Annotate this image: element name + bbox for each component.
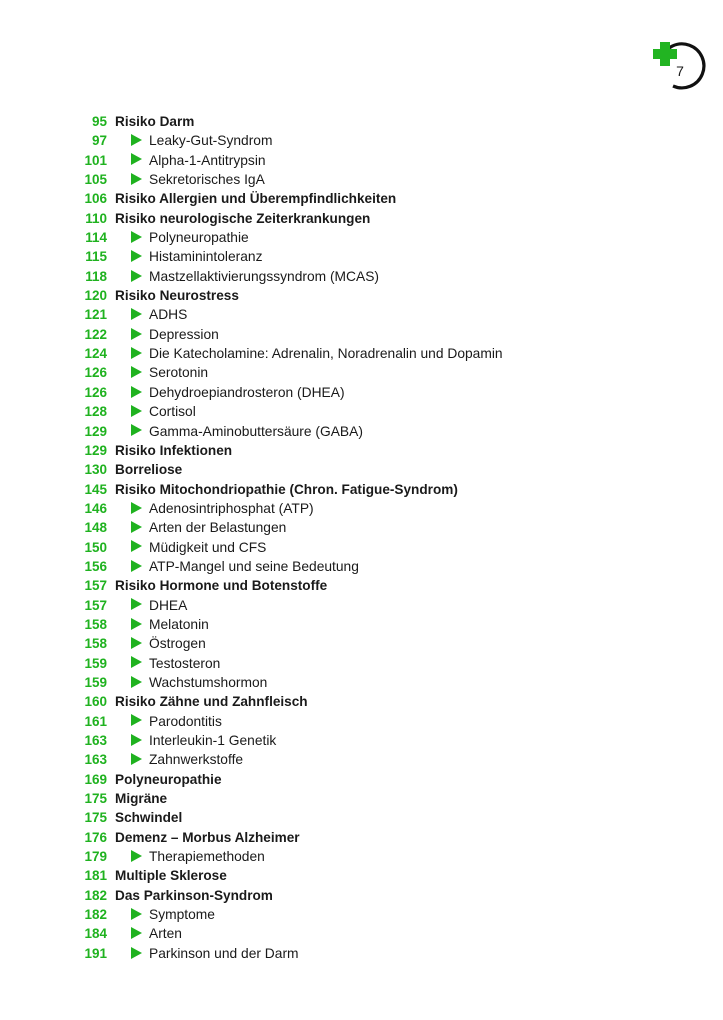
- toc-entry-label: Serotonin: [149, 365, 209, 381]
- toc-entry-page-number: 129: [84, 442, 107, 458]
- toc-entry-page-number: 184: [84, 926, 107, 942]
- toc-entry-page-number: 121: [84, 307, 107, 323]
- arrow-right-icon: [131, 676, 142, 688]
- toc-entry-page-number: 129: [84, 423, 107, 439]
- toc-entry-label: Borreliose: [115, 462, 183, 478]
- toc-entry[interactable]: [0, 731, 723, 750]
- arrow-right-icon: [131, 753, 142, 765]
- toc-entry-label: Polyneuropathie: [149, 230, 249, 246]
- arrow-right-icon: [131, 714, 142, 726]
- toc-entry[interactable]: [0, 905, 723, 924]
- toc-entry-label: Parodontitis: [149, 713, 222, 729]
- toc-entry[interactable]: [0, 228, 723, 247]
- toc-entry-page-number: 145: [84, 481, 107, 497]
- toc-entry-label: Risiko Neurostress: [115, 288, 239, 304]
- toc-entry-label: Melatonin: [149, 616, 209, 632]
- toc-entry-page-number: 161: [84, 713, 107, 729]
- toc-entry-page-number: 120: [84, 288, 107, 304]
- toc-entry-page-number: 124: [84, 346, 107, 362]
- arrow-right-icon: [131, 231, 142, 243]
- toc-entry-page-number: 106: [84, 191, 107, 207]
- toc-entry-label: Risiko neurologische Zeiterkrankungen: [115, 210, 371, 226]
- toc-entry-label: Gamma-Aminobuttersäure (GABA): [149, 423, 363, 439]
- toc-entry-label: Histaminintoleranz: [149, 249, 263, 265]
- toc-entry-page-number: 175: [84, 791, 107, 807]
- toc-entry-label: Alpha-1-Antitrypsin: [149, 152, 266, 168]
- toc-entry-page-number: 126: [84, 365, 107, 381]
- toc-entry-page-number: 158: [84, 636, 107, 652]
- toc-entry-page-number: 181: [84, 868, 107, 884]
- toc-entry[interactable]: [0, 615, 723, 634]
- toc-entry-page-number: 122: [84, 326, 107, 342]
- toc-entry[interactable]: [0, 692, 723, 711]
- toc-entry-page-number: 101: [84, 152, 107, 168]
- toc-entry-label: Zahnwerkstoffe: [149, 752, 244, 768]
- toc-entry-page-number: 158: [84, 616, 107, 632]
- toc-entry[interactable]: [0, 247, 723, 266]
- arrow-right-icon: [131, 366, 142, 378]
- arrow-right-icon: [131, 521, 142, 533]
- toc-entry-label: Risiko Hormone und Botenstoffe: [115, 578, 328, 594]
- toc-entry-label: Leaky-Gut-Syndrom: [149, 133, 273, 149]
- toc-entry[interactable]: [0, 402, 723, 421]
- toc-entry-label: Risiko Infektionen: [115, 442, 233, 458]
- arrow-right-icon: [131, 502, 142, 514]
- toc-entry-page-number: 176: [84, 829, 107, 845]
- toc-entry[interactable]: [0, 344, 723, 363]
- toc-entry[interactable]: [0, 828, 723, 847]
- toc-entry[interactable]: [0, 460, 723, 479]
- toc-entry[interactable]: [0, 654, 723, 673]
- toc-entry-label: Die Katecholamine: Adrenalin, Noradrenalin und Dopamin: [149, 346, 503, 362]
- arrow-right-icon: [131, 250, 142, 262]
- toc-entry-page-number: 159: [84, 674, 107, 690]
- toc-entry-label: Arten der Belastungen: [149, 520, 287, 536]
- toc-entry[interactable]: [0, 750, 723, 769]
- toc-entry[interactable]: [0, 151, 723, 170]
- page-number-marker: [645, 36, 707, 96]
- toc-entry[interactable]: [0, 383, 723, 402]
- arrow-right-icon: [131, 134, 142, 146]
- toc-entry-page-number: 157: [84, 597, 107, 613]
- toc-entry-label: Dehydroepiandrosteron (DHEA): [149, 384, 345, 400]
- toc-entry-label: ATP-Mangel und seine Bedeutung: [149, 558, 359, 574]
- arrow-right-icon: [131, 734, 142, 746]
- toc-entry[interactable]: [0, 189, 723, 208]
- arrow-right-icon: [131, 308, 142, 320]
- toc-entry[interactable]: [0, 847, 723, 866]
- toc-entry[interactable]: [0, 209, 723, 228]
- toc-entry-label: Östrogen: [149, 636, 206, 652]
- toc-entry-page-number: 182: [84, 887, 107, 903]
- toc-entry-page-number: 118: [85, 268, 107, 284]
- arrow-right-icon: [131, 618, 142, 630]
- toc-entry[interactable]: [0, 170, 723, 189]
- toc-entry-page-number: 169: [84, 771, 107, 787]
- toc-entry[interactable]: [0, 441, 723, 460]
- toc-entry-page-number: 150: [84, 539, 107, 555]
- toc-entry-label: Arten: [149, 926, 182, 942]
- toc-entry-page-number: 182: [84, 907, 107, 923]
- toc-entry[interactable]: [0, 789, 723, 808]
- toc-entry[interactable]: [0, 944, 723, 963]
- arrow-right-icon: [131, 386, 142, 398]
- toc-entry-page-number: 146: [84, 500, 107, 516]
- toc-entry-page-number: 191: [84, 945, 107, 961]
- arrow-right-icon: [131, 347, 142, 359]
- toc-entry[interactable]: [0, 924, 723, 943]
- toc-entry-page-number: 163: [84, 752, 107, 768]
- toc-entry[interactable]: [0, 422, 723, 441]
- toc-entry[interactable]: [0, 557, 723, 576]
- toc-entry-label: Parkinson und der Darm: [149, 945, 299, 961]
- toc-entry-label: ADHS: [149, 307, 188, 323]
- toc-entry-label: Migräne: [115, 791, 168, 807]
- toc-entry-page-number: 105: [84, 172, 107, 188]
- toc-entry-label: DHEA: [149, 597, 188, 613]
- toc-entry-page-number: 115: [85, 249, 107, 265]
- toc-entry[interactable]: [0, 267, 723, 286]
- toc-entry[interactable]: [0, 886, 723, 905]
- toc-entry-label: Multiple Sklerose: [115, 868, 227, 884]
- toc-entry-page-number: 95: [91, 114, 107, 129]
- toc-entry[interactable]: [0, 518, 723, 537]
- toc-entry[interactable]: [0, 363, 723, 382]
- toc-entry[interactable]: [0, 131, 723, 150]
- toc-entry-label: Depression: [149, 326, 219, 342]
- arrow-right-icon: [131, 656, 142, 668]
- toc-entry[interactable]: [0, 499, 723, 518]
- arrow-right-icon: [131, 850, 142, 862]
- toc-entry-label: Schwindel: [115, 810, 183, 826]
- toc-entry[interactable]: [0, 866, 723, 885]
- toc-entry-page-number: 110: [85, 210, 107, 226]
- toc-entry-page-number: 160: [84, 694, 107, 710]
- arrow-right-icon: [131, 173, 142, 185]
- toc-entry[interactable]: [0, 712, 723, 731]
- toc-entry-page-number: 130: [84, 462, 107, 478]
- toc-entry-label: Das Parkinson-Syndrom: [115, 887, 273, 903]
- arrow-right-icon: [131, 424, 142, 436]
- toc-entry-label: Adenosintriphosphat (ATP): [149, 500, 314, 516]
- toc-entry-page-number: 128: [84, 404, 107, 420]
- toc-entry-page-number: 114: [85, 230, 107, 246]
- page-number-value: 7: [676, 62, 684, 79]
- toc-entry[interactable]: [0, 576, 723, 595]
- arrow-right-icon: [131, 637, 142, 649]
- toc-entry-label: Sekretorisches IgA: [149, 172, 265, 188]
- toc-entry-label: Risiko Mitochondriopathie (Chron. Fatigue-Syndrom): [115, 481, 458, 497]
- toc-entry[interactable]: [0, 286, 723, 305]
- toc-entry-label: Polyneuropathie: [115, 771, 222, 787]
- toc-entry[interactable]: [0, 538, 723, 557]
- arrow-right-icon: [131, 405, 142, 417]
- toc-entry-label: Cortisol: [149, 404, 196, 420]
- toc-entry-page-number: 157: [84, 578, 107, 594]
- toc-entry-page-number: 97: [91, 133, 107, 149]
- arrow-right-icon: [131, 270, 142, 282]
- toc-entry-page-number: 179: [84, 849, 107, 865]
- arrow-right-icon: [131, 598, 142, 610]
- toc-entry-label: Testosteron: [149, 655, 221, 671]
- toc-entry-label: Mastzellaktivierungssyndrom (MCAS): [149, 268, 380, 284]
- toc-entry[interactable]: [0, 634, 723, 653]
- toc-entry[interactable]: [0, 808, 723, 827]
- toc-entry-label: Wachstumshormon: [149, 674, 268, 690]
- arrow-right-icon: [131, 328, 142, 340]
- toc-entry[interactable]: [0, 673, 723, 692]
- toc-entry-label: Therapiemethoden: [149, 849, 265, 865]
- toc-entry[interactable]: [0, 596, 723, 615]
- toc-entry[interactable]: [0, 480, 723, 499]
- arrow-right-icon: [131, 947, 142, 959]
- toc-entry-label: Demenz – Morbus Alzheimer: [115, 829, 300, 845]
- arrow-right-icon: [131, 908, 142, 920]
- toc-entry-label: Risiko Darm: [115, 114, 195, 129]
- arrow-right-icon: [131, 927, 142, 939]
- toc-entry-page-number: 175: [84, 810, 107, 826]
- toc-entry[interactable]: [0, 305, 723, 324]
- toc-entry-page-number: 148: [84, 520, 107, 536]
- arrow-right-icon: [131, 153, 142, 165]
- toc-entry-page-number: 156: [84, 558, 107, 574]
- table-of-contents: [0, 112, 723, 963]
- toc-entry-label: Müdigkeit und CFS: [149, 539, 267, 555]
- arrow-right-icon: [131, 560, 142, 572]
- toc-entry-label: Symptome: [149, 907, 215, 923]
- toc-entry-page-number: 126: [84, 384, 107, 400]
- arrow-right-icon: [131, 540, 142, 552]
- toc-entry-label: Risiko Zähne und Zahnfleisch: [115, 694, 308, 710]
- toc-entry-page-number: 159: [84, 655, 107, 671]
- toc-entry-page-number: 163: [84, 733, 107, 748]
- toc-entry[interactable]: [0, 112, 723, 131]
- toc-entry-label: Interleukin-1 Genetik: [149, 733, 277, 748]
- toc-entry-label: Risiko Allergien und Überempfindlichkeiten: [115, 191, 397, 207]
- toc-entry[interactable]: [0, 325, 723, 344]
- toc-entry[interactable]: [0, 770, 723, 789]
